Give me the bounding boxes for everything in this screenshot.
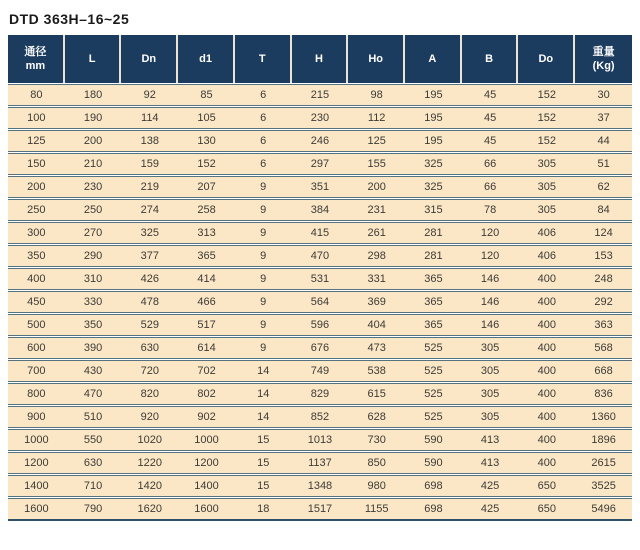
table-cell: 350 [8, 245, 65, 267]
table-cell: 138 [121, 130, 178, 152]
header-cell: 重量 (Kg) [575, 35, 632, 83]
table-cell: 195 [405, 107, 462, 129]
table-cell: 820 [121, 383, 178, 405]
table-cell: 15 [235, 475, 292, 497]
table-cell: 100 [8, 107, 65, 129]
table-cell: 850 [348, 452, 405, 474]
table-row [8, 107, 632, 129]
table-cell: 1420 [121, 475, 178, 497]
table-cell: 525 [405, 383, 462, 405]
table-cell: 473 [348, 337, 405, 359]
header-cell: d1 [178, 35, 235, 83]
table-row [8, 383, 632, 405]
table-cell: 478 [121, 291, 178, 313]
table-cell: 125 [348, 130, 405, 152]
table-row [8, 406, 632, 428]
table-cell: 628 [348, 406, 405, 428]
table-cell: 529 [121, 314, 178, 336]
table-cell: 400 [518, 360, 575, 382]
table-cell: 44 [575, 130, 632, 152]
table-cell: 45 [462, 130, 519, 152]
table-cell: 200 [65, 130, 122, 152]
table-row [8, 314, 632, 336]
table-cell: 207 [178, 176, 235, 198]
table-cell: 146 [462, 291, 519, 313]
table-cell: 195 [405, 130, 462, 152]
table-cell: 6 [235, 153, 292, 175]
table-cell: 130 [178, 130, 235, 152]
table-cell: 350 [65, 314, 122, 336]
table-cell: 351 [292, 176, 349, 198]
table-cell: 14 [235, 383, 292, 405]
table-cell: 450 [8, 291, 65, 313]
table-cell: 800 [8, 383, 65, 405]
table-cell: 231 [348, 199, 405, 221]
table-cell: 384 [292, 199, 349, 221]
table-cell: 51 [575, 153, 632, 175]
table-cell: 305 [462, 337, 519, 359]
table-row [8, 153, 632, 175]
table-cell: 98 [348, 84, 405, 106]
table-row [8, 245, 632, 267]
table-cell: 66 [462, 153, 519, 175]
table-cell: 568 [575, 337, 632, 359]
table-cell: 1400 [178, 475, 235, 497]
table-cell: 300 [8, 222, 65, 244]
table-cell: 297 [292, 153, 349, 175]
table-row [8, 337, 632, 359]
table-cell: 215 [292, 84, 349, 106]
table-cell: 250 [8, 199, 65, 221]
table-cell: 1896 [575, 429, 632, 451]
table-cell: 310 [65, 268, 122, 290]
table-cell: 365 [405, 314, 462, 336]
spec-table-header [8, 35, 632, 83]
table-cell: 66 [462, 176, 519, 198]
table-cell: 676 [292, 337, 349, 359]
table-cell: 120 [462, 222, 519, 244]
header-cell: H [292, 35, 349, 83]
table-cell: 105 [178, 107, 235, 129]
header-cell: T [235, 35, 292, 83]
table-cell: 9 [235, 268, 292, 290]
table-cell: 430 [65, 360, 122, 382]
table-cell: 14 [235, 360, 292, 382]
header-cell: 通径 mm [8, 35, 65, 83]
table-cell: 305 [518, 176, 575, 198]
table-cell: 700 [8, 360, 65, 382]
table-cell: 698 [405, 498, 462, 521]
table-cell: 377 [121, 245, 178, 267]
table-cell: 305 [462, 406, 519, 428]
table-cell: 313 [178, 222, 235, 244]
table-row [8, 429, 632, 451]
table-cell: 600 [8, 337, 65, 359]
table-cell: 9 [235, 314, 292, 336]
table-cell: 325 [405, 153, 462, 175]
table-cell: 9 [235, 291, 292, 313]
table-cell: 749 [292, 360, 349, 382]
table-cell: 3525 [575, 475, 632, 497]
table-cell: 114 [121, 107, 178, 129]
table-cell: 510 [65, 406, 122, 428]
table-cell: 500 [8, 314, 65, 336]
table-cell: 365 [405, 268, 462, 290]
table-cell: 152 [178, 153, 235, 175]
table-cell: 9 [235, 199, 292, 221]
table-cell: 1155 [348, 498, 405, 521]
table-cell: 650 [518, 498, 575, 521]
table-cell: 390 [65, 337, 122, 359]
table-cell: 153 [575, 245, 632, 267]
table-cell: 152 [518, 84, 575, 106]
table-cell: 281 [405, 222, 462, 244]
table-cell: 331 [348, 268, 405, 290]
table-cell: 369 [348, 291, 405, 313]
table-row [8, 475, 632, 497]
table-cell: 920 [121, 406, 178, 428]
table-cell: 836 [575, 383, 632, 405]
table-cell: 298 [348, 245, 405, 267]
table-cell: 45 [462, 84, 519, 106]
header-cell: Do [518, 35, 575, 83]
table-cell: 152 [518, 107, 575, 129]
header-cell: B [462, 35, 519, 83]
table-cell: 466 [178, 291, 235, 313]
table-cell: 125 [8, 130, 65, 152]
table-cell: 650 [518, 475, 575, 497]
header-cell: L [65, 35, 122, 83]
table-cell: 5496 [575, 498, 632, 521]
table-cell: 1348 [292, 475, 349, 497]
table-cell: 400 [518, 291, 575, 313]
table-cell: 1000 [8, 429, 65, 451]
table-cell: 6 [235, 130, 292, 152]
table-cell: 200 [348, 176, 405, 198]
table-cell: 146 [462, 314, 519, 336]
table-cell: 1013 [292, 429, 349, 451]
table-cell: 702 [178, 360, 235, 382]
table-cell: 112 [348, 107, 405, 129]
table-cell: 290 [65, 245, 122, 267]
table-cell: 365 [178, 245, 235, 267]
table-cell: 400 [518, 314, 575, 336]
table-cell: 1137 [292, 452, 349, 474]
table-cell: 1200 [8, 452, 65, 474]
table-cell: 802 [178, 383, 235, 405]
table-cell: 1000 [178, 429, 235, 451]
table-cell: 980 [348, 475, 405, 497]
table-cell: 315 [405, 199, 462, 221]
table-cell: 325 [405, 176, 462, 198]
table-cell: 590 [405, 429, 462, 451]
spec-table [8, 34, 632, 522]
table-row [8, 360, 632, 382]
header-row [8, 35, 632, 83]
table-cell: 92 [121, 84, 178, 106]
table-cell: 668 [575, 360, 632, 382]
table-cell: 200 [8, 176, 65, 198]
table-cell: 250 [65, 199, 122, 221]
table-cell: 9 [235, 176, 292, 198]
table-cell: 210 [65, 153, 122, 175]
table-row [8, 498, 632, 521]
table-cell: 281 [405, 245, 462, 267]
table-cell: 45 [462, 107, 519, 129]
table-cell: 155 [348, 153, 405, 175]
table-cell: 230 [292, 107, 349, 129]
table-cell: 292 [575, 291, 632, 313]
table-cell: 400 [518, 452, 575, 474]
table-cell: 400 [518, 383, 575, 405]
table-cell: 404 [348, 314, 405, 336]
table-cell: 710 [65, 475, 122, 497]
table-cell: 85 [178, 84, 235, 106]
table-cell: 400 [518, 337, 575, 359]
table-row [8, 176, 632, 198]
table-cell: 2615 [575, 452, 632, 474]
table-cell: 195 [405, 84, 462, 106]
table-cell: 525 [405, 360, 462, 382]
table-cell: 414 [178, 268, 235, 290]
table-cell: 152 [518, 130, 575, 152]
header-cell: Dn [121, 35, 178, 83]
table-cell: 525 [405, 406, 462, 428]
table-cell: 219 [121, 176, 178, 198]
table-cell: 614 [178, 337, 235, 359]
table-cell: 406 [518, 245, 575, 267]
table-cell: 538 [348, 360, 405, 382]
table-cell: 406 [518, 222, 575, 244]
table-cell: 1517 [292, 498, 349, 521]
table-cell: 900 [8, 406, 65, 428]
table-cell: 190 [65, 107, 122, 129]
table-cell: 325 [121, 222, 178, 244]
table-cell: 400 [518, 406, 575, 428]
table-cell: 1200 [178, 452, 235, 474]
table-cell: 305 [462, 360, 519, 382]
table-cell: 525 [405, 337, 462, 359]
table-cell: 531 [292, 268, 349, 290]
table-cell: 6 [235, 107, 292, 129]
table-cell: 564 [292, 291, 349, 313]
table-row [8, 222, 632, 244]
table-cell: 630 [65, 452, 122, 474]
table-cell: 30 [575, 84, 632, 106]
table-cell: 630 [121, 337, 178, 359]
table-cell: 78 [462, 199, 519, 221]
table-cell: 426 [121, 268, 178, 290]
table-cell: 84 [575, 199, 632, 221]
table-cell: 230 [65, 176, 122, 198]
table-cell: 363 [575, 314, 632, 336]
table-cell: 1600 [8, 498, 65, 521]
table-cell: 425 [462, 475, 519, 497]
table-cell: 9 [235, 245, 292, 267]
table-cell: 470 [292, 245, 349, 267]
table-cell: 590 [405, 452, 462, 474]
table-cell: 248 [575, 268, 632, 290]
table-cell: 1400 [8, 475, 65, 497]
table-cell: 400 [8, 268, 65, 290]
table-cell: 365 [405, 291, 462, 313]
table-cell: 1600 [178, 498, 235, 521]
table-cell: 550 [65, 429, 122, 451]
table-cell: 517 [178, 314, 235, 336]
table-row [8, 84, 632, 106]
table-cell: 261 [348, 222, 405, 244]
table-cell: 246 [292, 130, 349, 152]
header-cell: A [405, 35, 462, 83]
table-cell: 15 [235, 452, 292, 474]
table-cell: 37 [575, 107, 632, 129]
table-cell: 1020 [121, 429, 178, 451]
table-row [8, 130, 632, 152]
table-row [8, 199, 632, 221]
table-cell: 270 [65, 222, 122, 244]
table-row [8, 268, 632, 290]
table-cell: 596 [292, 314, 349, 336]
table-cell: 400 [518, 429, 575, 451]
table-cell: 720 [121, 360, 178, 382]
spec-table-body [8, 84, 632, 521]
table-cell: 9 [235, 337, 292, 359]
table-cell: 330 [65, 291, 122, 313]
table-cell: 305 [518, 199, 575, 221]
table-cell: 852 [292, 406, 349, 428]
table-cell: 1620 [121, 498, 178, 521]
table-cell: 730 [348, 429, 405, 451]
table-cell: 80 [8, 84, 65, 106]
table-cell: 1220 [121, 452, 178, 474]
table-cell: 305 [518, 153, 575, 175]
table-cell: 698 [405, 475, 462, 497]
table-cell: 829 [292, 383, 349, 405]
table-cell: 425 [462, 498, 519, 521]
table-cell: 1360 [575, 406, 632, 428]
table-cell: 146 [462, 268, 519, 290]
table-cell: 180 [65, 84, 122, 106]
table-cell: 124 [575, 222, 632, 244]
table-cell: 274 [121, 199, 178, 221]
header-cell: Ho [348, 35, 405, 83]
table-cell: 62 [575, 176, 632, 198]
table-cell: 150 [8, 153, 65, 175]
table-row [8, 291, 632, 313]
table-cell: 902 [178, 406, 235, 428]
table-row [8, 452, 632, 474]
table-cell: 400 [518, 268, 575, 290]
table-cell: 6 [235, 84, 292, 106]
table-cell: 415 [292, 222, 349, 244]
table-cell: 14 [235, 406, 292, 428]
table-cell: 159 [121, 153, 178, 175]
table-cell: 615 [348, 383, 405, 405]
table-cell: 305 [462, 383, 519, 405]
table-cell: 9 [235, 222, 292, 244]
table-cell: 413 [462, 429, 519, 451]
table-cell: 120 [462, 245, 519, 267]
table-cell: 18 [235, 498, 292, 521]
table-cell: 470 [65, 383, 122, 405]
table-cell: 15 [235, 429, 292, 451]
table-cell: 790 [65, 498, 122, 521]
page-title: DTD 363H–16~25 [9, 11, 130, 27]
table-cell: 413 [462, 452, 519, 474]
table-cell: 258 [178, 199, 235, 221]
